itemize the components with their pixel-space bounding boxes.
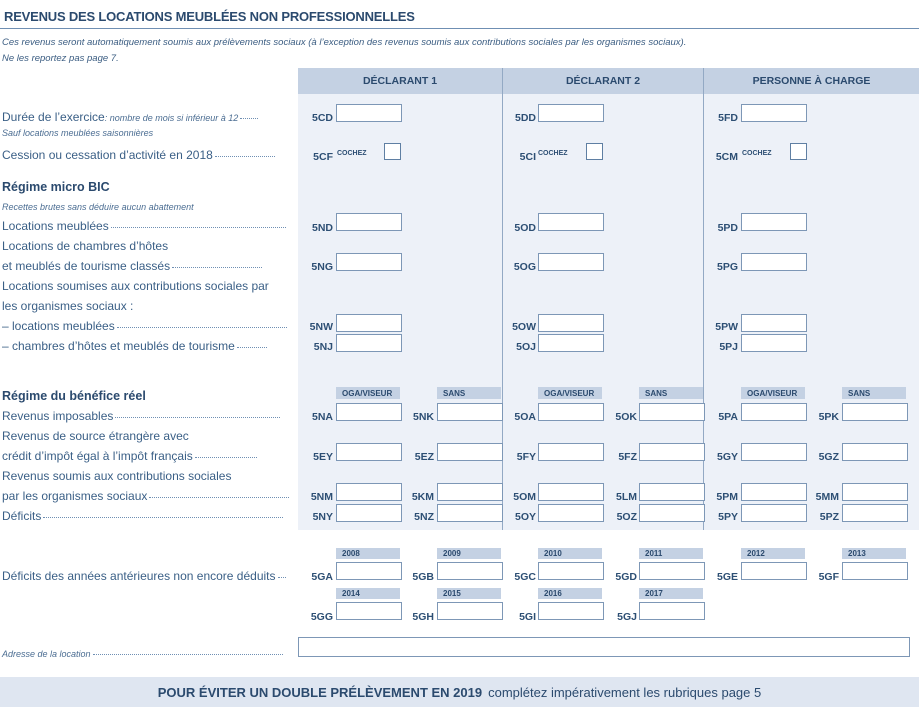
code-5oy: 5OY — [514, 511, 536, 523]
address-field[interactable] — [298, 637, 910, 657]
row-label-deficits: Déficits — [2, 509, 283, 523]
field-5pk[interactable] — [842, 403, 908, 421]
code-5ey: 5EY — [313, 451, 333, 463]
code-5cf: 5CF — [313, 151, 333, 163]
field-5pz[interactable] — [842, 504, 908, 522]
code-5dd: 5DD — [514, 112, 536, 124]
code-5gf: 5GF — [818, 571, 839, 583]
subheader-oga: OGA/VISEUR — [336, 387, 400, 399]
subheader-sans: SANS — [842, 387, 906, 399]
field-5dd[interactable] — [538, 104, 604, 122]
code-5cd: 5CD — [311, 112, 333, 124]
code-5pw: 5PW — [715, 321, 738, 333]
code-5ng: 5NG — [311, 261, 333, 273]
code-5pd: 5PD — [717, 222, 738, 234]
field-5gg[interactable] — [336, 602, 402, 620]
field-5lm[interactable] — [639, 483, 705, 501]
field-5fz[interactable] — [639, 443, 705, 461]
checkbox-5ci[interactable] — [586, 143, 603, 160]
field-5ez[interactable] — [437, 443, 503, 461]
field-5pw[interactable] — [741, 314, 807, 332]
year-label-2011: 2011 — [639, 548, 703, 559]
field-5om[interactable] — [538, 483, 604, 501]
field-5ok[interactable] — [639, 403, 705, 421]
field-5gy[interactable] — [741, 443, 807, 461]
code-5gh: 5GH — [412, 611, 434, 623]
code-5gd: 5GD — [615, 571, 637, 583]
year-label-2013: 2013 — [842, 548, 906, 559]
row-label-chambres-2: et meublés de tourisme classés — [2, 259, 262, 273]
field-5py[interactable] — [741, 504, 807, 522]
row-label-cession: Cession ou cessation d’activité en 2018 — [2, 148, 275, 162]
field-5gi[interactable] — [538, 602, 604, 620]
field-5gh[interactable] — [437, 602, 503, 620]
code-5pm: 5PM — [716, 491, 738, 503]
code-5nw: 5NW — [309, 321, 333, 333]
field-5ny[interactable] — [336, 504, 402, 522]
title-underline — [0, 28, 919, 29]
code-5og: 5OG — [513, 261, 536, 273]
code-5pj: 5PJ — [719, 341, 738, 353]
row-label-soum-chambres: – chambres d’hôtes et meublés de tourisme — [2, 339, 267, 353]
row-label-soumises: Locations soumises aux contributions sociales par — [2, 279, 269, 293]
field-5nz[interactable] — [437, 504, 503, 522]
footer-bold-text: POUR ÉVITER UN DOUBLE PRÉLÈVEMENT EN 2019 — [157, 684, 483, 700]
row-label-adresse: Adresse de la location — [2, 649, 283, 659]
intro-note: Ces revenus seront automatiquement soumis aux prélèvements sociaux (à l’exception des revenus soumis aux contributions sociales par les organismes sociaux). — [2, 37, 687, 48]
row-label-soumis-2: par les organismes sociaux — [2, 489, 289, 503]
code-5fz: 5FZ — [618, 451, 637, 463]
row-label-soumis: Revenus soumis aux contributions sociales — [2, 469, 232, 483]
code-5oj: 5OJ — [516, 341, 536, 353]
code-5pa: 5PA — [718, 411, 738, 423]
subheader-oga: OGA/VISEUR — [538, 387, 602, 399]
code-5od: 5OD — [514, 222, 536, 234]
code-5lm: 5LM — [616, 491, 637, 503]
code-5gz: 5GZ — [818, 451, 839, 463]
cochez-label: COCHEZ — [538, 150, 568, 157]
year-label-2015: 2015 — [437, 588, 501, 599]
year-label-2009: 2009 — [437, 548, 501, 559]
year-label-2008: 2008 — [336, 548, 400, 559]
code-5nd: 5ND — [311, 222, 333, 234]
row-label-etrangere: Revenus de source étrangère avec — [2, 429, 189, 443]
code-5py: 5PY — [718, 511, 738, 523]
field-5od[interactable] — [538, 213, 604, 231]
field-5oz[interactable] — [639, 504, 705, 522]
code-5mm: 5MM — [815, 491, 839, 503]
code-5pk: 5PK — [818, 411, 839, 423]
code-5nj: 5NJ — [313, 341, 333, 353]
field-5nm[interactable] — [336, 483, 402, 501]
code-5fy: 5FY — [516, 451, 536, 463]
code-5pg: 5PG — [716, 261, 738, 273]
code-5na: 5NA — [311, 411, 333, 423]
field-5nw[interactable] — [336, 314, 402, 332]
row-label-anterieurs: Déficits des années antérieures non encore déduits — [2, 569, 286, 583]
subheader-sans: SANS — [639, 387, 703, 399]
footer-text: complétez impérativement les rubriques page 5 — [488, 684, 762, 700]
checkbox-5cm[interactable] — [790, 143, 807, 160]
field-5km[interactable] — [437, 483, 503, 501]
field-5gd[interactable] — [639, 562, 705, 580]
row-label-duree: Durée de l’exercice: nombre de mois si inférieur à 12 — [2, 110, 258, 124]
code-5gb: 5GB — [412, 571, 434, 583]
code-5oa: 5OA — [514, 411, 536, 423]
cochez-label: COCHEZ — [337, 150, 367, 157]
field-5ga[interactable] — [336, 562, 402, 580]
row-label-loc-meublees: Locations meublées — [2, 219, 286, 233]
code-5ok: 5OK — [615, 411, 637, 423]
code-5gg: 5GG — [310, 611, 333, 623]
field-5ey[interactable] — [336, 443, 402, 461]
field-5fd[interactable] — [741, 104, 807, 122]
field-5oa[interactable] — [538, 403, 604, 421]
code-5fd: 5FD — [718, 112, 738, 124]
field-5gb[interactable] — [437, 562, 503, 580]
code-5nk: 5NK — [412, 411, 434, 423]
row-label-soum-meublees: – locations meublées — [2, 319, 287, 333]
field-5mm[interactable] — [842, 483, 908, 501]
row-label-imposables: Revenus imposables — [2, 409, 280, 423]
code-5ow: 5OW — [512, 321, 536, 333]
code-5gi: 5GI — [519, 611, 536, 623]
year-label-2010: 2010 — [538, 548, 602, 559]
field-5oy[interactable] — [538, 504, 604, 522]
field-5pa[interactable] — [741, 403, 807, 421]
field-5nj[interactable] — [336, 334, 402, 352]
field-5pj[interactable] — [741, 334, 807, 352]
row-sublabel-duree: Sauf locations meublées saisonnières — [2, 128, 154, 138]
subheader-sans: SANS — [437, 387, 501, 399]
code-5km: 5KM — [411, 491, 434, 503]
column-header-declarant2: DÉCLARANT 2 — [503, 68, 703, 94]
field-5pd[interactable] — [741, 213, 807, 231]
year-label-2016: 2016 — [538, 588, 602, 599]
field-5oj[interactable] — [538, 334, 604, 352]
code-5gy: 5GY — [716, 451, 738, 463]
code-5oz: 5OZ — [616, 511, 637, 523]
code-5gc: 5GC — [514, 571, 536, 583]
code-5nm: 5NM — [310, 491, 333, 503]
row-label-etrangere-2: crédit d’impôt égal à l’impôt français — [2, 449, 257, 463]
field-5cd[interactable] — [336, 104, 402, 122]
year-label-2014: 2014 — [336, 588, 400, 599]
field-5gf[interactable] — [842, 562, 908, 580]
field-5nk[interactable] — [437, 403, 503, 421]
code-5ga: 5GA — [311, 571, 333, 583]
code-5pz: 5PZ — [819, 511, 839, 523]
field-5gz[interactable] — [842, 443, 908, 461]
code-5cm: 5CM — [715, 151, 738, 163]
checkbox-5cf[interactable] — [384, 143, 401, 160]
row-label-chambres: Locations de chambres d’hôtes — [2, 239, 169, 253]
field-5pm[interactable] — [741, 483, 807, 501]
intro-note-2: Ne les reportez pas page 7. — [2, 53, 119, 64]
field-5gj[interactable] — [639, 602, 705, 620]
field-5gc[interactable] — [538, 562, 604, 580]
code-5gj: 5GJ — [617, 611, 637, 623]
field-5og[interactable] — [538, 253, 604, 271]
field-5pg[interactable] — [741, 253, 807, 271]
field-5nd[interactable] — [336, 213, 402, 231]
field-5na[interactable] — [336, 403, 402, 421]
cochez-label: COCHEZ — [742, 150, 772, 157]
footer-banner — [0, 677, 919, 707]
code-5ge: 5GE — [716, 571, 738, 583]
code-5om: 5OM — [513, 491, 536, 503]
section-benefice-reel: Régime du bénéfice réel — [2, 389, 146, 403]
section-title: REVENUS DES LOCATIONS MEUBLÉES NON PROFESSIONNELLES — [4, 9, 415, 24]
code-5ci: 5CI — [519, 151, 536, 163]
micro-bic-sublabel: Recettes brutes sans déduire aucun abattement — [2, 202, 194, 212]
year-label-2012: 2012 — [741, 548, 805, 559]
code-5ny: 5NY — [312, 511, 333, 523]
code-5ez: 5EZ — [414, 451, 434, 463]
field-5ng[interactable] — [336, 253, 402, 271]
year-label-2017: 2017 — [639, 588, 703, 599]
row-label-soumises-2: les organismes sociaux : — [2, 299, 134, 313]
section-micro-bic: Régime micro BIC — [2, 180, 110, 194]
field-5ow[interactable] — [538, 314, 604, 332]
code-5nz: 5NZ — [414, 511, 434, 523]
field-5fy[interactable] — [538, 443, 604, 461]
subheader-oga: OGA/VISEUR — [741, 387, 805, 399]
column-header-declarant1: DÉCLARANT 1 — [298, 68, 502, 94]
column-header-charge: PERSONNE À CHARGE — [704, 68, 919, 94]
field-5ge[interactable] — [741, 562, 807, 580]
